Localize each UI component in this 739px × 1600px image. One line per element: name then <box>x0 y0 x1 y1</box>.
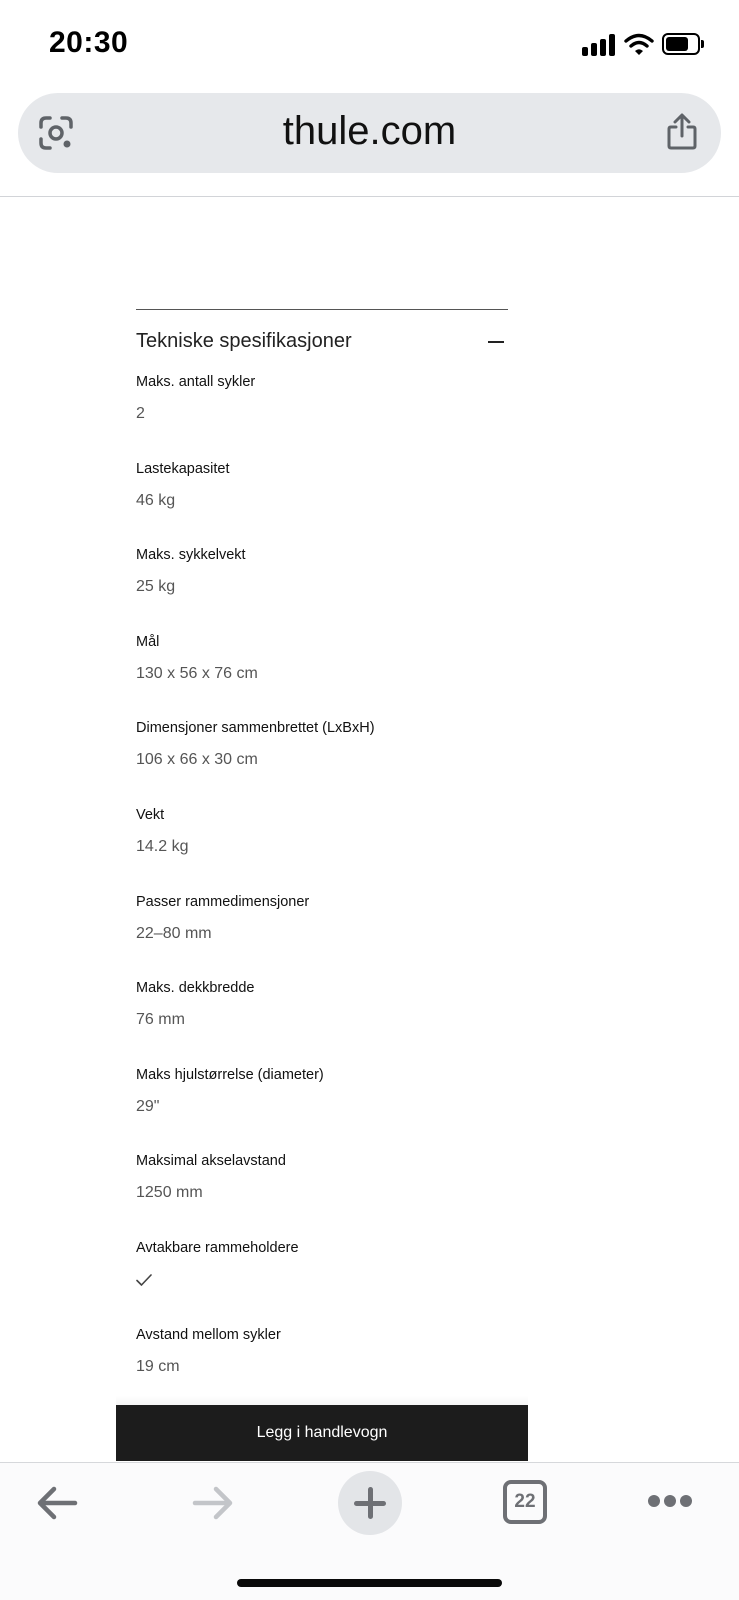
spec-item <box>136 972 508 1059</box>
spec-label: Mål <box>136 633 160 650</box>
spec-value: 22–80 mm <box>136 924 212 942</box>
cellular-signal-icon <box>582 34 618 56</box>
share-icon[interactable] <box>665 113 699 151</box>
spec-value: 25 kg <box>136 578 176 596</box>
spec-item <box>136 712 508 799</box>
spec-item <box>136 1319 508 1406</box>
tab-switcher-button[interactable]: 22 <box>503 1480 547 1524</box>
spec-value: 130 x 56 x 76 cm <box>136 664 258 682</box>
spec-label: Passer rammedimensjoner <box>136 893 310 910</box>
spec-value: 46 kg <box>136 491 176 509</box>
back-arrow-icon[interactable] <box>36 1485 78 1521</box>
spec-value: 2 <box>136 405 145 422</box>
tech-specs-accordion-header[interactable] <box>136 310 508 366</box>
spec-value: 14.2 kg <box>136 837 189 855</box>
address-bar[interactable] <box>18 93 721 173</box>
url-text[interactable]: thule.com <box>282 109 457 153</box>
spec-item <box>136 1059 508 1146</box>
spec-item <box>136 886 508 973</box>
collapse-minus-icon[interactable] <box>488 341 504 343</box>
spec-item <box>136 799 508 886</box>
spec-label: Avtakbare rammeholdere <box>136 1239 299 1256</box>
status-time: 20:30 <box>49 26 129 59</box>
spec-label: Lastekapasitet <box>136 460 230 477</box>
check-icon <box>136 1273 152 1287</box>
spec-value: 29" <box>136 1097 160 1115</box>
wifi-icon <box>624 32 654 56</box>
status-bar <box>0 0 739 90</box>
spec-value: 1250 mm <box>136 1184 203 1202</box>
browser-toolbar <box>0 1462 739 1600</box>
header-divider <box>0 196 739 197</box>
spec-label: Vekt <box>136 806 165 823</box>
spec-label: Dimensjoner sammenbrettet (LxBxH) <box>136 720 375 737</box>
forward-arrow-icon[interactable] <box>192 1485 234 1521</box>
spec-item <box>136 366 508 453</box>
spec-label: Maks. dekkbredde <box>136 980 255 997</box>
spec-value: 106 x 66 x 30 cm <box>136 751 258 769</box>
home-indicator[interactable] <box>237 1579 502 1587</box>
spec-label: Maks hjulstørrelse (diameter) <box>136 1066 324 1083</box>
battery-icon <box>662 33 704 55</box>
spec-value: 19 cm <box>136 1357 180 1375</box>
spec-item <box>136 1232 508 1319</box>
spec-label: Maks. sykkelvekt <box>136 547 246 564</box>
spec-label: Maks. antall sykler <box>136 374 256 390</box>
spec-label: Avstand mellom sykler <box>136 1326 281 1343</box>
add-to-cart-button[interactable]: Legg i handlevogn <box>116 1405 528 1461</box>
spec-label: Maksimal akselavstand <box>136 1153 286 1170</box>
spec-item <box>136 453 508 540</box>
spec-item <box>136 1145 508 1232</box>
new-tab-button[interactable] <box>338 1471 402 1535</box>
tech-specs-title[interactable]: Tekniske spesifikasjoner <box>136 330 352 352</box>
spec-value: 76 mm <box>136 1011 185 1029</box>
tech-specs-section <box>136 309 508 1405</box>
more-menu-icon[interactable] <box>648 1495 692 1509</box>
spec-item <box>136 626 508 713</box>
spec-item <box>136 539 508 626</box>
